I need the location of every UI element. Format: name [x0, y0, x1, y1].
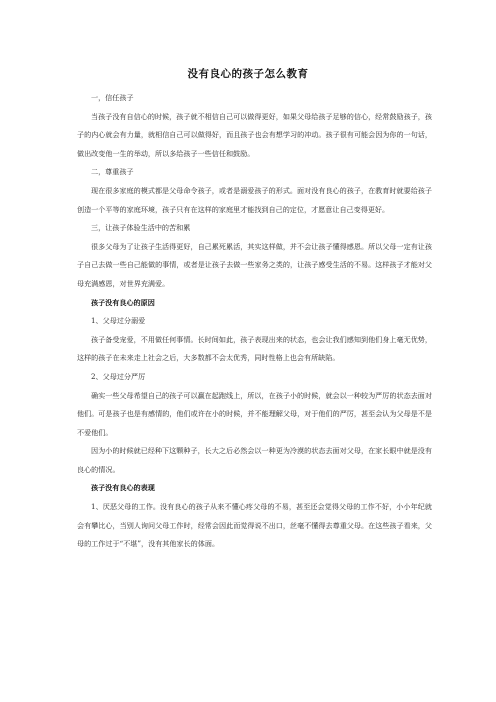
paragraph: 二，尊重孩子	[91, 167, 134, 177]
paragraph: 三，让孩子体验生活中的苦和累	[91, 223, 191, 233]
section-heading: 孩子没有良心的表现	[91, 483, 155, 493]
paragraph: 一，信任孩子	[91, 93, 134, 102]
paragraph: 因为小的时候就已经种下这颗种子，长大之后必然会以一种更为冷漠的状态去面对父母，在家长眼中就是没有良心的情况。	[77, 446, 432, 474]
paragraph: 确实一些父母希望自己的孩子可以赢在起跑线上，所以，在孩子小的时候，就会以一种较为严厉的状态去面对他们。可是孩子也是有感情的，他们或许在小的时候，并不能理解父母，对于他们的严厉，甚至会认为父母是不是不爱他们。	[77, 390, 432, 437]
paragraph: 很多父母为了让孩子生活得更好，自己累死累活，其实这样做，并不会让孩子懂得感恩。所以父母一定有让孩子自己去做一些自己能做的事情，或者是让孩子去做一些家务之类的，让孩子感受生活的不易。这样孩子才能对父母充满感恩，对世界充满爱。	[77, 241, 432, 288]
paragraph: 2、父母过分严厉	[91, 371, 146, 381]
paragraph: 孩子备受宠爱，不用做任何事情。长时间如此，孩子表现出来的状态，也会让我们感知到他们身上毫无优势，这样的孩子在未来走上社会之后，大多数都不会太优秀，同时性格上也会有所缺陷。	[77, 334, 432, 363]
section-heading: 孩子没有良心的原因	[91, 297, 155, 307]
document-body	[77, 89, 432, 554]
paragraph: 现在很多家庭的模式都是父母命令孩子，或者是溺爱孩子的形式。面对没有良心的孩子，在教育时就要给孩子创造一个平等的家庭环境，孩子只有在这样的家庭里才能找到自己的定位，才愿意让自己变得更好。	[77, 185, 432, 214]
paragraph: 当孩子没有自信心的时候，孩子就不相信自己可以做得更好，如果父母给孩子足够的信心，经常鼓励孩子，孩子的内心就会有力量，就相信自己可以做得好，而且孩子也会有想学习的冲动。孩子很有可能会因为你的一句话，做出改变他一生的举动，所以多给孩子一些信任和鼓励。	[77, 111, 432, 158]
paragraph: 1、父母过分溺爱	[91, 316, 146, 326]
paragraph: 1、厌恶父母的工作。没有良心的孩子从来不懂心疼父母的不易，甚至还会觉得父母的工作不好，小小年纪就会有攀比心，当别人询问父母工作时，经常会因此而觉得说不出口，丝毫不懂得去尊重父母。在这些孩子看来，父母的工作过于“不堪”，没有其他家长的体面。	[77, 502, 432, 549]
document-title: 没有良心的孩子怎么教育	[187, 68, 309, 80]
